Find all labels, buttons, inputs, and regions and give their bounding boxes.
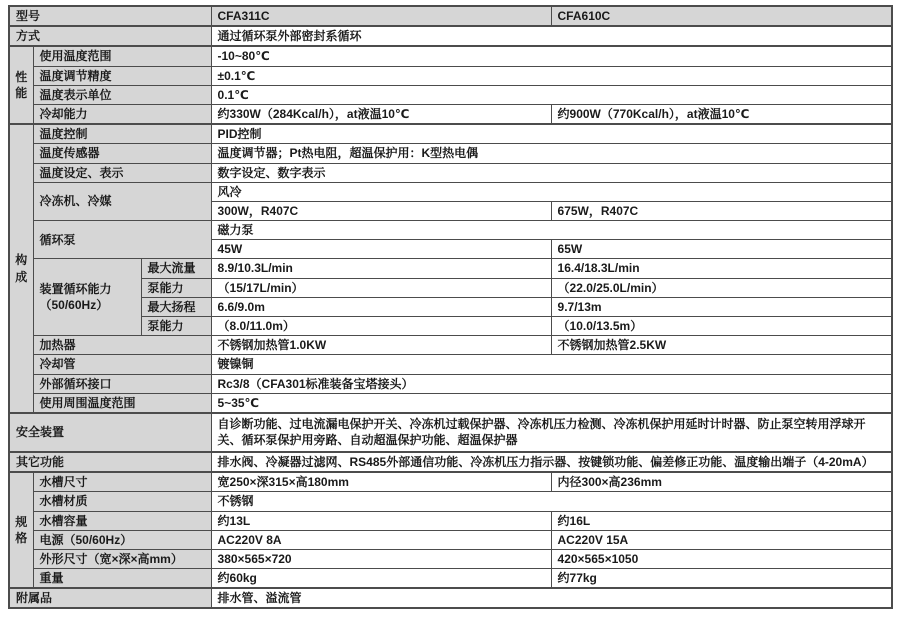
row-temp-setting	[9, 163, 892, 182]
value-tank-capacity-a: 约13L	[211, 511, 551, 530]
row-other	[9, 452, 892, 472]
model-b: CFA610C	[551, 6, 892, 26]
row-temp-precision	[9, 66, 892, 85]
row-tank-material	[9, 492, 892, 511]
label-pump-head: 泵能力	[141, 317, 211, 336]
row-tank-size	[9, 472, 892, 492]
label-dimensions: 外形尺寸（宽×深×高mm）	[33, 549, 211, 568]
label-power: 电源（50/60Hz）	[33, 530, 211, 549]
label-tank-size: 水槽尺寸	[33, 472, 211, 492]
label-ambient-range: 使用周围温度范围	[33, 393, 211, 413]
value-cooling-pipe: 镀镍铜	[211, 355, 892, 374]
value-safety: 自诊断功能、过电流漏电保护开关、冷冻机过载保护器、冷冻机压力检测、冷冻机保护用延时计时器、防止泵空转用浮球开关、循环泵保护用旁路、自动超温保护功能、超温保护器	[211, 413, 892, 452]
value-refrigerator-shared: 风冷	[211, 182, 892, 201]
row-power	[9, 530, 892, 549]
label-max-head: 最大扬程	[141, 297, 211, 316]
group-composition: 构成	[9, 124, 33, 413]
value-pump-head-b: （10.0/13.5m）	[551, 317, 892, 336]
label-tank-material: 水槽材质	[33, 492, 211, 511]
label-other: 其它功能	[9, 452, 211, 472]
label-accessories: 附属品	[9, 588, 211, 608]
label-temp-control: 温度控制	[33, 124, 211, 144]
value-tank-capacity-b: 约16L	[551, 511, 892, 530]
row-temp-unit	[9, 85, 892, 104]
value-tank-material: 不锈钢	[211, 492, 892, 511]
value-refrigerator-b: 675W，R407C	[551, 201, 892, 220]
row-model	[9, 6, 892, 26]
value-temp-setting: 数字设定、数字表示	[211, 163, 892, 182]
value-pump-flow-b: （22.0/25.0L/min）	[551, 278, 892, 297]
label-cooling-capacity: 冷却能力	[33, 104, 211, 124]
label-model: 型号	[9, 6, 211, 26]
value-dimensions-a: 380×565×720	[211, 549, 551, 568]
value-power-a: AC220V 8A	[211, 530, 551, 549]
label-temp-range: 使用温度范围	[33, 46, 211, 66]
value-tank-size-a: 宽250×深315×高180mm	[211, 472, 551, 492]
label-temp-setting: 温度设定、表示	[33, 163, 211, 182]
value-temp-control: PID控制	[211, 124, 892, 144]
row-pump-head	[9, 317, 892, 336]
value-external-port: Rc3/8（CFA301标准装备宝塔接头）	[211, 374, 892, 393]
value-max-flow-a: 8.9/10.3L/min	[211, 259, 551, 278]
row-ambient-range	[9, 393, 892, 413]
row-max-flow	[9, 259, 892, 278]
value-refrigerator-a: 300W，R407C	[211, 201, 551, 220]
row-tank-capacity	[9, 511, 892, 530]
spec-sheet	[8, 5, 893, 609]
row-temp-range	[9, 46, 892, 66]
label-method: 方式	[9, 26, 211, 46]
group-specs: 规格	[9, 472, 33, 588]
value-cooling-capacity-b: 约900W（770Kcal/h），at液温10℃	[551, 104, 892, 124]
value-accessories: 排水管、溢流管	[211, 588, 892, 608]
value-heater-a: 不锈钢加热管1.0KW	[211, 336, 551, 355]
row-external-port	[9, 374, 892, 393]
value-max-flow-b: 16.4/18.3L/min	[551, 259, 892, 278]
label-refrigerator: 冷冻机、冷媒	[33, 182, 211, 220]
value-method: 通过循环泵外部密封系循环	[211, 26, 892, 46]
value-pump-head-a: （8.0/11.0m）	[211, 317, 551, 336]
value-power-b: AC220V 15A	[551, 530, 892, 549]
row-heater	[9, 336, 892, 355]
group-performance: 性能	[9, 46, 33, 124]
label-pump: 循环泵	[33, 221, 211, 259]
row-max-head	[9, 297, 892, 316]
label-pump-flow: 泵能力	[141, 278, 211, 297]
row-temp-sensor	[9, 144, 892, 163]
value-heater-b: 不锈钢加热管2.5KW	[551, 336, 892, 355]
value-dimensions-b: 420×565×1050	[551, 549, 892, 568]
value-weight-a: 约60kg	[211, 569, 551, 589]
value-pump-b: 65W	[551, 240, 892, 259]
label-temp-precision: 温度调节精度	[33, 66, 211, 85]
value-ambient-range: 5~35℃	[211, 393, 892, 413]
value-temp-range: -10~80℃	[211, 46, 892, 66]
spec-table	[8, 5, 893, 609]
label-temp-unit: 温度表示单位	[33, 85, 211, 104]
value-cooling-capacity-a: 约330W（284Kcal/h），at液温10℃	[211, 104, 551, 124]
value-pump-shared: 磁力泵	[211, 221, 892, 240]
label-max-flow: 最大流量	[141, 259, 211, 278]
value-temp-unit: 0.1℃	[211, 85, 892, 104]
row-pump-shared	[9, 221, 892, 240]
value-tank-size-b: 内径300×高236mm	[551, 472, 892, 492]
label-temp-sensor: 温度传感器	[33, 144, 211, 163]
row-pump-flow	[9, 278, 892, 297]
model-a: CFA311C	[211, 6, 551, 26]
label-tank-capacity: 水槽容量	[33, 511, 211, 530]
label-circulation: 装置循环能力（50/60Hz）	[33, 259, 141, 336]
value-max-head-b: 9.7/13m	[551, 297, 892, 316]
row-weight	[9, 569, 892, 589]
row-method	[9, 26, 892, 46]
row-refrigerator-shared	[9, 182, 892, 201]
value-pump-flow-a: （15/17L/min）	[211, 278, 551, 297]
value-temp-sensor: 温度调节器；Pt热电阻，超温保护用：K型热电偶	[211, 144, 892, 163]
value-pump-a: 45W	[211, 240, 551, 259]
value-other: 排水阀、冷凝器过滤网、RS485外部通信功能、冷冻机压力指示器、按键锁功能、偏差修正功能、温度输出端子（4-20mA）	[211, 452, 892, 472]
value-weight-b: 约77kg	[551, 569, 892, 589]
row-accessories	[9, 588, 892, 608]
value-temp-precision: ±0.1℃	[211, 66, 892, 85]
label-safety: 安全装置	[9, 413, 211, 452]
row-temp-control	[9, 124, 892, 144]
row-safety	[9, 413, 892, 452]
label-cooling-pipe: 冷却管	[33, 355, 211, 374]
label-weight: 重量	[33, 569, 211, 589]
row-cooling-capacity	[9, 104, 892, 124]
value-max-head-a: 6.6/9.0m	[211, 297, 551, 316]
label-heater: 加热器	[33, 336, 211, 355]
label-external-port: 外部循环接口	[33, 374, 211, 393]
row-dimensions	[9, 549, 892, 568]
row-cooling-pipe	[9, 355, 892, 374]
